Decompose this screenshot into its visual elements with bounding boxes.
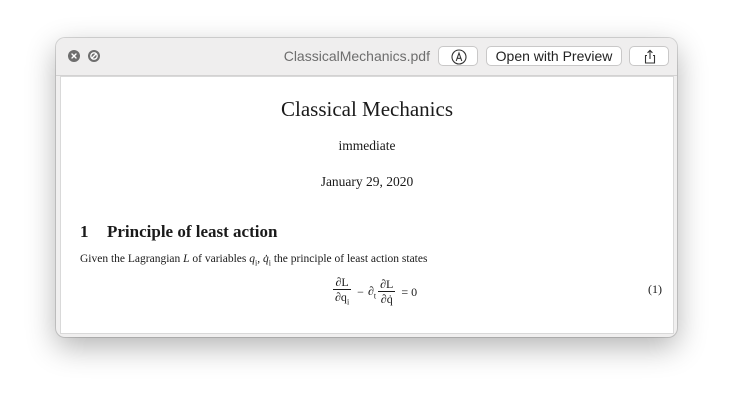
numerator: ∂L xyxy=(380,277,394,292)
paragraph-text: the principle of least action states xyxy=(270,253,428,265)
paragraph-text: of variables xyxy=(189,253,250,265)
document-date: January 29, 2020 xyxy=(320,174,414,189)
fullscreen-icon[interactable] xyxy=(88,50,100,62)
partial-t xyxy=(368,284,376,300)
paragraph xyxy=(80,253,427,267)
pdf-page xyxy=(60,76,674,334)
document-author: immediate xyxy=(338,138,396,153)
close-icon[interactable] xyxy=(68,50,80,62)
q-symbol: q xyxy=(249,253,256,265)
subscript-i: i xyxy=(346,297,350,307)
denominator: ∂q̇ xyxy=(380,292,393,307)
qdot-symbol: q̇ xyxy=(263,253,269,265)
section-title: Principle of least action xyxy=(107,222,278,241)
section-number: 1 xyxy=(80,222,89,241)
markup-button[interactable] xyxy=(438,46,478,66)
section-heading xyxy=(80,222,277,242)
open-with-preview-button[interactable]: Open with Preview xyxy=(486,46,622,66)
equation xyxy=(331,275,421,309)
markup-pen-icon xyxy=(439,47,479,67)
fraction-dL-dq xyxy=(333,275,351,309)
partial: ∂ xyxy=(367,284,374,298)
equation-number: (1) xyxy=(648,282,662,296)
quicklook-window xyxy=(56,38,677,337)
window-title: ClassicalMechanics.pdf xyxy=(283,48,430,64)
dq: ∂q xyxy=(335,290,347,304)
minus-sign: − xyxy=(357,284,364,299)
subscript-t: t xyxy=(373,291,377,301)
comma: , xyxy=(257,253,263,265)
fraction-dL-dqdot xyxy=(378,277,395,307)
subscript-i: i xyxy=(255,258,258,268)
equals-zero: = 0 xyxy=(401,284,418,299)
numerator: ∂L xyxy=(335,275,349,289)
share-icon xyxy=(630,47,670,67)
subscript-i: i xyxy=(268,258,271,268)
share-button[interactable] xyxy=(629,46,669,66)
document-title: Classical Mechanics xyxy=(280,97,454,121)
lagrangian-symbol: L xyxy=(183,253,190,265)
title-bar xyxy=(56,38,677,76)
paragraph-text: Given the Lagrangian xyxy=(80,253,184,265)
denominator xyxy=(333,290,351,309)
